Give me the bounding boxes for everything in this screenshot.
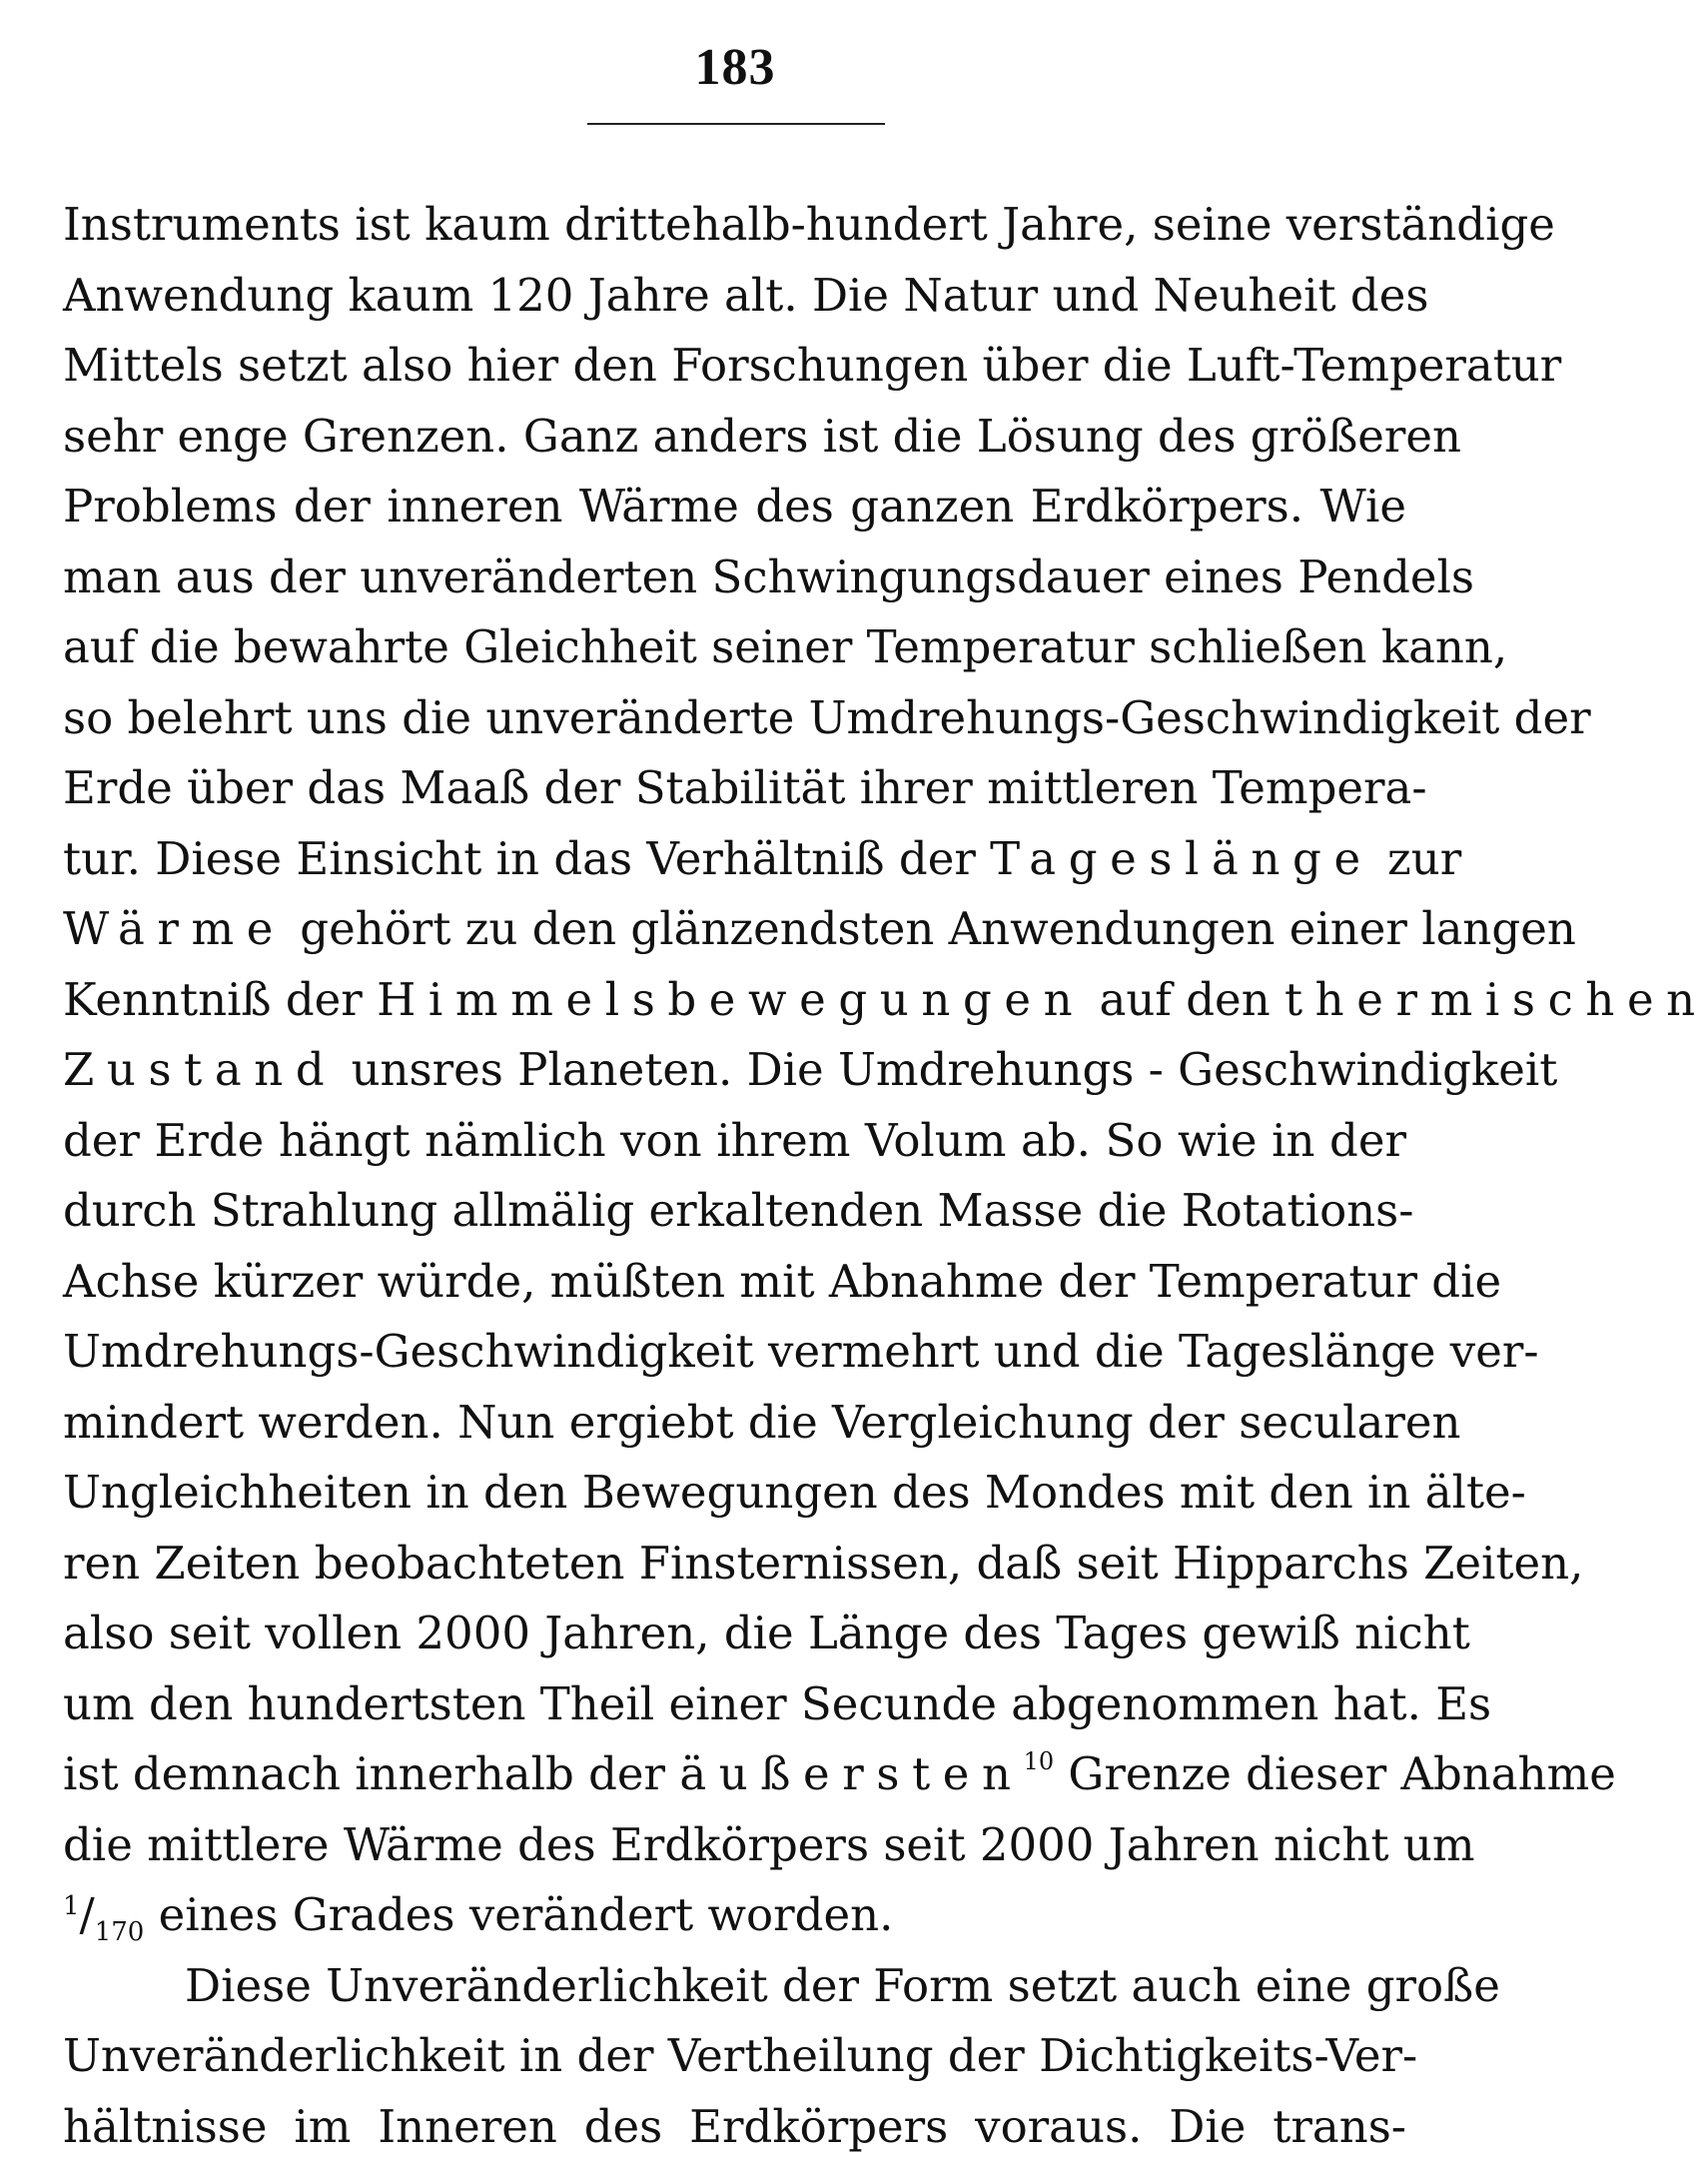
text-line: der Erde hängt nämlich von ihrem Volum ab. So wie in der (63, 1113, 1406, 1167)
text-segment: tur. Diese Einsicht in das Verhältniß der (63, 831, 976, 885)
text-line: Instruments ist kaum drittehalb-hundert Jahre, seine verständige (63, 198, 1555, 251)
text-line: mindert werden. Nun ergiebt die Vergleichung der secularen (63, 1395, 1461, 1449)
text-line (63, 1739, 1616, 1810)
footnote-marker[interactable]: 10 (1023, 1747, 1055, 1775)
text-line: Erde über das Maaß der Stabilität ihrer mittleren Tempera- (63, 761, 1427, 814)
text-segment: gehört zu den glänzendsten Anwendungen einer langen (300, 902, 1576, 955)
text-line (63, 824, 1462, 895)
text-line: auf die bewahrte Gleichheit seiner Temperatur schließen kann, (63, 620, 1508, 673)
text-line: hältnisse im Inneren des Erdkörpers voraus. Die trans- (63, 2099, 1406, 2153)
text-line: so belehrt uns die unveränderte Umdrehungs-Geschwindigkeit der (63, 690, 1591, 744)
text-segment: unsres Planeten. Die Umdrehungs - Geschwindigkeit (351, 1043, 1558, 1096)
text-line: Anwendung kaum 120 Jahre alt. Die Natur und Neuheit des (63, 268, 1429, 322)
text-line: sehr enge Grenzen. Ganz anders ist die Lösung des größeren (63, 409, 1462, 463)
text-line (63, 965, 1708, 1036)
text-line: Ungleichheiten in den Bewegungen des Mondes mit den in älte- (63, 1466, 1526, 1519)
text-line: Problems der inneren Wärme des ganzen Erdkörpers. Wie (63, 480, 1406, 533)
emphasis-text: Zustand (63, 1043, 338, 1096)
text-line: also seit vollen 2000 Jahren, die Länge des Tages gewiß nicht (63, 1607, 1470, 1659)
text-segment: eines Grades verändert worden. (158, 1888, 894, 1941)
text-segment: Kenntniß der (63, 972, 363, 1026)
emphasis-text: Wärme (63, 902, 286, 955)
page-number: 183 (694, 39, 776, 96)
fraction-numerator: 1 (63, 1891, 80, 1921)
paragraph-2 (63, 1951, 1500, 2163)
text-line: die mittlere Wärme des Erdkörpers seit 2000 Jahren nicht um (63, 1817, 1475, 1871)
header-rule (587, 123, 885, 125)
body-text (63, 190, 1708, 2162)
text-line: um den hundertsten Theil einer Secunde abgenommen hat. Es (63, 1676, 1492, 1730)
text-line (63, 1035, 1558, 1106)
emphasis-text: äußersten (679, 1747, 1024, 1800)
text-segment: Grenze dieser Abnahme (1068, 1747, 1616, 1800)
emphasis-text: Tageslänge (990, 831, 1373, 885)
text-line: Umdrehungs-Geschwindigkeit vermehrt und die Tageslänge ver- (63, 1325, 1539, 1378)
text-line: Unveränderlichkeit in der Vertheilung der Dichtigkeits-Ver- (63, 2029, 1418, 2082)
text-line: Mittels setzt also hier den Forschungen über die Luft-Temperatur (63, 339, 1562, 392)
text-line (63, 1880, 1406, 1951)
text-segment: zur (1387, 831, 1462, 885)
fraction: $^1/_{170}$ (63, 1888, 145, 1947)
text-line: durch Strahlung allmälig erkaltenden Masse die Rotations- (63, 1184, 1414, 1237)
text-line: ren Zeiten beobachteten Finsternissen, daß seit Hipparchs Zeiten, (63, 1536, 1584, 1590)
text-segment: ist demnach innerhalb der (63, 1747, 666, 1800)
fraction-denominator: 170 (94, 1917, 145, 1947)
paragraph-1 (63, 190, 1708, 1951)
text-line: Achse kürzer würde, müßten mit Abnahme der Temperatur die (63, 1254, 1502, 1308)
text-segment: auf den (1099, 972, 1271, 1026)
text-line (63, 894, 1576, 965)
text-line: man aus der unveränderten Schwingungsdauer eines Pendels (63, 549, 1474, 603)
emphasis-text: thermischen (1284, 972, 1708, 1026)
text-line: Diese Unveränderlichkeit der Form setzt auch eine große (185, 1958, 1500, 2012)
emphasis-text: Himmelsbewegungen (377, 972, 1086, 1026)
